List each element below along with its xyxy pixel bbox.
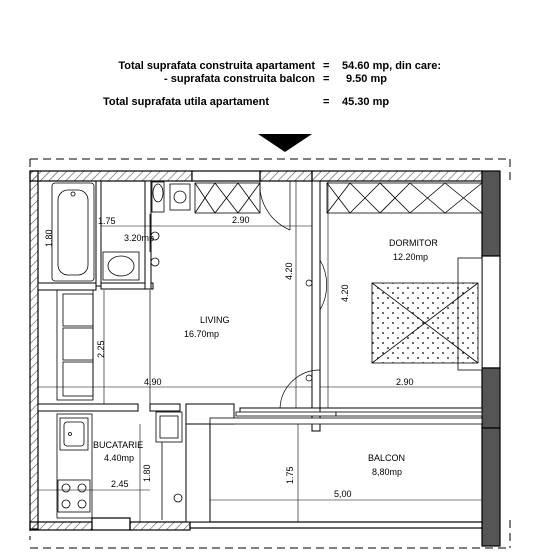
dim-label-5-00: 5,00 xyxy=(334,489,352,499)
top-windows xyxy=(195,183,482,213)
balcony-doors xyxy=(210,412,482,522)
room-area-bucatarie: 4.40mp xyxy=(104,453,135,463)
summary-value-total-constructed: 54.60 mp, din care: xyxy=(342,60,442,72)
dim-label-1-80-bath: 1.80 xyxy=(44,229,54,247)
bathroom-fixtures xyxy=(52,182,190,281)
room-area-living: 16.70mp xyxy=(184,329,220,339)
room-area-baie: 3.20mp xyxy=(124,233,155,243)
summary-eq-1: = xyxy=(323,60,330,72)
room-area-dormitor: 12.20mp xyxy=(393,252,429,262)
dim-label-1-75-top: 1.75 xyxy=(98,216,116,226)
room-area-balcon: 8,80mp xyxy=(372,467,403,477)
summary-eq-2: = xyxy=(323,73,330,85)
entrance-arrow-icon xyxy=(258,134,312,152)
room-name-living: LIVING xyxy=(200,315,230,325)
kitchen-fixtures xyxy=(57,412,182,520)
sofa xyxy=(57,290,93,400)
dim-label-2-45: 2.45 xyxy=(111,479,129,489)
summary-label-total-constructed: Total suprafata construita apartament xyxy=(118,60,315,72)
room-name-dormitor: DORMITOR xyxy=(389,238,438,248)
bed xyxy=(372,258,482,370)
dim-label-4-20-bed: 4.20 xyxy=(340,284,350,302)
summary-value-balcony: 9.50 mp xyxy=(346,73,387,85)
summary-value-usable: 45.30 mp xyxy=(342,96,390,108)
dim-label-1-80-kitchen: 1.80 xyxy=(142,464,152,482)
summary-eq-3: = xyxy=(323,96,330,108)
dim-label-2-90-bed: 2.90 xyxy=(396,377,414,387)
dim-label-4-90: 4.90 xyxy=(144,377,162,387)
room-name-bucatarie: BUCATARIE xyxy=(93,440,144,450)
summary-label-usable: Total suprafata utila apartament xyxy=(103,96,270,108)
summary-label-balcony: - suprafata construita balcon xyxy=(164,73,315,85)
dim-label-4-20-living: 4.20 xyxy=(284,262,294,280)
dim-label-2-90-top: 2.90 xyxy=(232,215,250,225)
dim-label-1-75-balcony: 1.75 xyxy=(285,466,295,484)
room-name-balcon: BALCON xyxy=(368,453,406,463)
dim-label-2-25: 2.25 xyxy=(96,340,106,358)
